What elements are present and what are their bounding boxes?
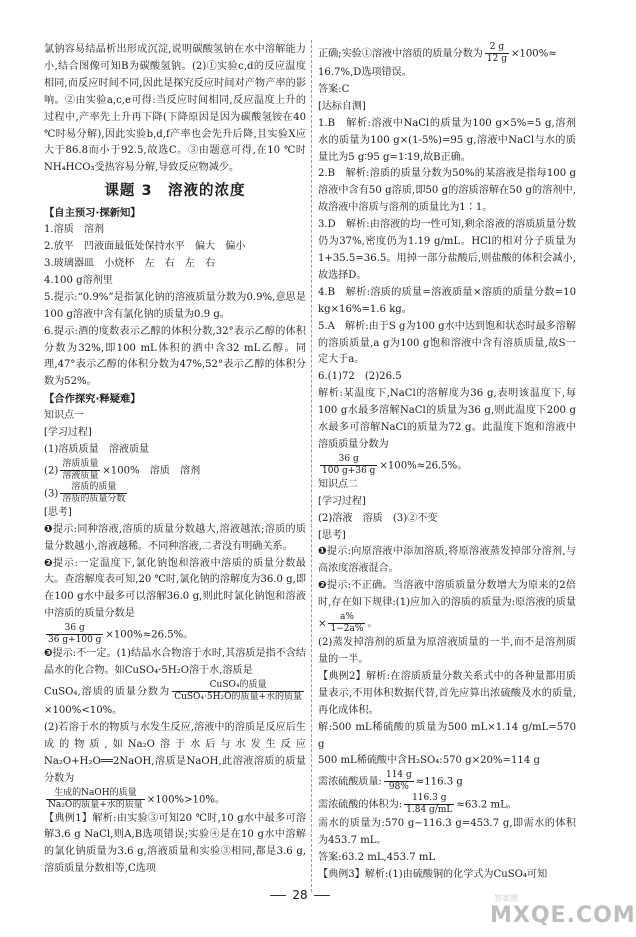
page-number-text: 28 [292,888,308,902]
fraction [46,788,145,811]
formula-suffix: ≈63.2 mL。 [456,799,517,811]
denominator: Na₂O的质量+水的质量 [48,799,143,810]
numerator: 36 g [320,454,377,466]
answer-1: 答案:C [318,83,350,95]
drill-5: 5.A 解析:由于S g为100 g水中达到饱和状态时最多溶解的溶质质量,a g为100 g饱和溶液中含有溶质质量,故S一定大于a。 [318,320,576,366]
numerator: 溶质质量 [62,458,99,469]
denominator: 98% [388,782,409,793]
drill-6-answer: 6.(1)72 (2)26.5 [318,371,402,383]
section-preview-heading: 【自主预习·探新知】 [44,207,141,220]
drill-1: 1.B 解析:溶液中NaCl的质量为100 g×5%=5 g,溶剂水的质量为100 g×(1-5%)=95 g,溶液中NaCl与水的质量比为5 g∶95 g=1∶19,故B正确。 [318,117,576,163]
learn2-suffix: ×100% 溶质 溶剂 [102,465,201,477]
think-3-formula [44,680,306,720]
formula-prefix: 正确;实验①溶液中溶质的质量分数为 [318,48,483,60]
learn-line-1: (1)溶质质量 溶液质量 [44,443,150,455]
numerator: a% [328,612,365,624]
right-column [318,42,576,884]
learn2-prefix: (2) [44,465,59,477]
think-r1: ❶提示:向原溶液中添加溶质,将原溶液蒸发掉部分溶剂,与高浓度溶液混合。 [318,546,576,575]
drill-3: 3.D 解析:由溶液的均一性可知,剩余溶液的溶质质量分数仍为37%,密度仍为1.19 g/mL。HCl的相对分子质量为1+35.5=36.5。用掉一部分盐酸后,则盐酸的体积会减小,故选择D。 [318,219,576,281]
formula-suffix: ×100%>10%。 [146,794,226,806]
think-3-text: 提示:不一定。(1)结晶水合物溶于水时,其溶质是指不含结晶水的化合物。如CuSO₄·5H₂O溶于水,溶质是 [44,648,307,677]
think-label-2: [思考] [318,529,346,541]
fraction [384,770,414,793]
numerator: 2 g [485,42,509,54]
formula-suffix: ≈116.3 g [415,776,463,788]
example-3: 【典例3】解析:(1)由硫酸铜的化学式为CuSO₄可知 [318,869,548,881]
numerator: 116.3 g [404,793,454,805]
example-2-line-c: 500 mL稀硫酸中含H₂SO₄:570 g×20%=114 g [318,755,540,767]
numerator: CuSO₄的质量 [172,680,304,692]
think-2-formula [44,623,306,646]
watermark-sub: 答案圈 [494,894,518,903]
right-line-0b: 16.7%,D选项错误。 [318,67,412,78]
example-2-line-e [318,793,576,816]
formula-suffix: 。 [367,618,378,630]
left-column [44,42,306,878]
example-2-line-b: 解:500 mL稀硫酸的质量为500 mL×1.14 g/mL=570 g [318,721,576,750]
drill-6-formula [318,454,576,477]
formula-suffix: ×100%≈26.5%。 [379,460,468,472]
fraction [172,680,304,703]
watermark-text: MXQE.COM [490,903,636,928]
knowledge-point-1: 知识点一 [44,410,84,422]
fraction [320,454,377,477]
think-r2-text: 提示:不正确。当溶液中溶质质量分数增大为原来的2倍时,存在如下规律:(1)应加入的溶质的质量为:原溶液的质量× [318,580,577,630]
self-test-label: [达标自测] [318,100,366,112]
fraction [60,459,100,482]
right-line-0 [318,42,576,65]
drill-4: 4.B 解析:溶质的质量=溶液质量×溶质的质量分数=10 kg×16%=1.6 kg。 [318,286,576,315]
fraction [404,793,454,816]
learning-process-label: [学习过程] [44,427,92,439]
denominator: 1−2a% [330,624,364,635]
think-2-text: 提示:一定温度下,氯化钠饱和溶液中溶质的质量分数最大。查溶解度表可知,20 ℃时,氯化钠的溶解度为36.0 g,即在100 g水中最多可以溶解36.0 g,则此时氯化钠饱和溶液中溶质的质量分数是 [44,557,307,620]
lesson-title: 课题 3 溶液的浓度 [104,183,246,200]
formula-suffix: ×100%≈26.5%。 [105,629,194,641]
think-r2-part2: (2)蒸发掉溶剂的质量为原溶液质量的一半,而不是溶剂质量的一半。 [318,637,576,665]
think-r2: ❷提示:不正确。当溶液中溶质质量分数增大为原来的2倍时,存在如下规律:(1)应加入的溶质的质量为:原溶液的质量× $\frac{a\%}{1-2a\%}$ 。 [318,580,577,635]
learn-line-3 [44,482,306,505]
preview-item-2: 2.放平 凹液面最低处保持水平 偏大 偏小 [44,241,246,253]
denominator: 100 g+36 g [322,465,376,476]
denominator: 12 g [486,54,507,64]
think-3: ❸提示:不一定。(1)结晶水合物溶于水时,其溶质是指不含结晶水的化合物。如CuSO₄·5H₂O溶于水,溶质是 [44,648,307,677]
fraction [60,482,127,505]
intro-paragraph: 氯钠容易结晶析出形成沉淀,说明碳酸氢钠在水中溶解能力小,结合图像可知B为碳酸氢钠。(2)①实验c,d的反应温度相同,而反应时间不同,因此是探究反应时间对产物产率的影响。②由实验a,c,e可得:当反应时间相同,反应温度上升的过程中,产率先上升再下降(下降原因是因为碳酸氢铵在40 ℃时易分解),因此实验b,d,f产率也会先升后降,且实验X应大于86.8而小于92.5,故选C。③由题意可得,在10 ℃时NH₄HCO₃受热容易分解,导致反应物减少。 [44,44,306,174]
think-3-formula-2 [44,788,306,811]
formula-suffix: ×100%≈ [510,48,557,60]
preview-item-4: 4.100 g溶剂里 [44,274,113,286]
fraction [46,623,103,646]
preview-item-3: 3.玻璃器皿 小烧杯 左 右 左 右 [44,257,216,269]
example-2: 【典例2】解析:在溶质质量分数关系式中的各种量都用质量表示,不用体积数据代替,首先应算出浓硫酸及水的质量,再化成体积。 [318,670,576,716]
example-2-line-d [318,770,576,793]
example-1: 【典例1】解析:由实验③可知20 ℃时,10 g水中最多可溶解3.6 g NaCl,则A,B选项错误;实验④是在10 g水中溶解的氯化钠质量为3.6 g,溶液质量和实验③相同,都是3.6 g,溶质质量分数相等,C选项 [44,812,306,875]
fraction [328,612,365,635]
drill-2: 2.B 解析:溶质的质量分数为50%的某溶液是指每100 g溶液中含有50 g溶质,即50 g的溶质溶解在50 g的溶剂中,故溶液中溶质与溶剂的质量比为1∶1。 [318,168,576,214]
think-2: ❷提示:一定温度下,氯化钠饱和溶液中溶质的质量分数最大。查溶解度表可知,20 ℃时,氯化钠的溶解度为36.0 g,即在100 g水中最多可以溶解36.0 g,则此时氯化钠饱和溶液中溶质的质量分数是 [44,557,307,620]
formula-suffix: ×100%<10%。 [44,705,123,716]
think-1: ❶提示:同种溶液,溶质的质量分数越大,溶液越浓;溶质的质量分数越小,溶液越稀。不同种溶液,二者没有明确关系。 [44,523,307,552]
knowledge-point-2: 知识点二 [318,478,358,490]
numerator: 114 g [385,770,412,781]
formula-prefix: CuSO₄,溶质的质量分数为 [44,686,171,698]
example-2-line-f: 需水的质量为:570 g−116.3 g=453.7 g,即需水的体积为453.7 mL。 [318,818,576,847]
formula-prefix: 需浓硫酸质量: [318,776,382,788]
denominator: 1.84 g/mL [406,805,453,816]
think-label: [思考] [44,506,72,518]
think-r1-text: 提示:向原溶液中添加溶质,将原溶液蒸发掉部分溶剂,与高浓度溶液混合。 [318,546,576,575]
fraction [485,42,509,65]
watermark-logo [482,893,636,931]
formula-prefix: 需浓硫酸的体积为: [318,799,403,811]
denominator: 溶质的质量分数 [62,493,126,504]
learn-items-2: (2)溶液 溶质 (3)②不变 [318,512,438,524]
preview-item-5: 5.提示:“0.9%”是指氯化钠的溶液质量分数为0.9%,意思是100 g溶液中含有氯化钠的质量为0.9 g。 [44,291,306,320]
preview-item-6: 6.提示:酒的度数表示乙醇的体积分数,32°表示乙醇的体积分数为32%,即100 mL体积的酒中含32 mL乙醇。同理,47°表示乙醇的体积分数为47%,52°表示乙醇的体积分数为52%。 [44,325,306,388]
section-explore-heading: 【合作探究·释疑难】 [44,393,141,406]
numerator: 36 g [46,623,103,635]
learning-process-label-2: [学习过程] [318,495,366,507]
drill-6-explanation: 解析:某温度下,NaCl的溶解度为36 g,表明该温度下,每100 g水最多溶解NaCl的质量为36 g,则此温度下200 g水最多可溶解NaCl的质量为72 g。此温度下饱和溶液中溶质质量分数为 [318,388,576,450]
preview-item-1: 1.溶质 溶剂 [44,224,105,236]
think-3-part2: (2)若溶于水的物质与水发生反应,溶液中的溶质是反应后生成的物质,如Na₂O溶于水后与水发生反应Na₂O+H₂O══2NaOH,溶质是NaOH,此溶液溶质的质量分数为 [44,721,306,784]
learn-line-2 [44,459,306,482]
answer-2: 答案:63.2 mL,453.7 mL [318,852,436,864]
denominator: 36 g+100 g [48,635,102,646]
learn3-prefix: (3) [44,488,59,500]
denominator: CuSO₄·5H₂O的质量+水的质量 [174,692,302,702]
think-1-text: 提示:同种溶液,溶质的质量分数越大,溶液越浓;溶质的质量分数越小,溶液越稀。不同种溶液,二者没有明确关系。 [44,523,307,552]
column-divider [311,40,312,892]
numerator: 生成的NaOH的质量 [46,788,145,800]
denominator: 溶液质量 [62,470,99,481]
numerator: 溶质的质量 [60,482,127,494]
